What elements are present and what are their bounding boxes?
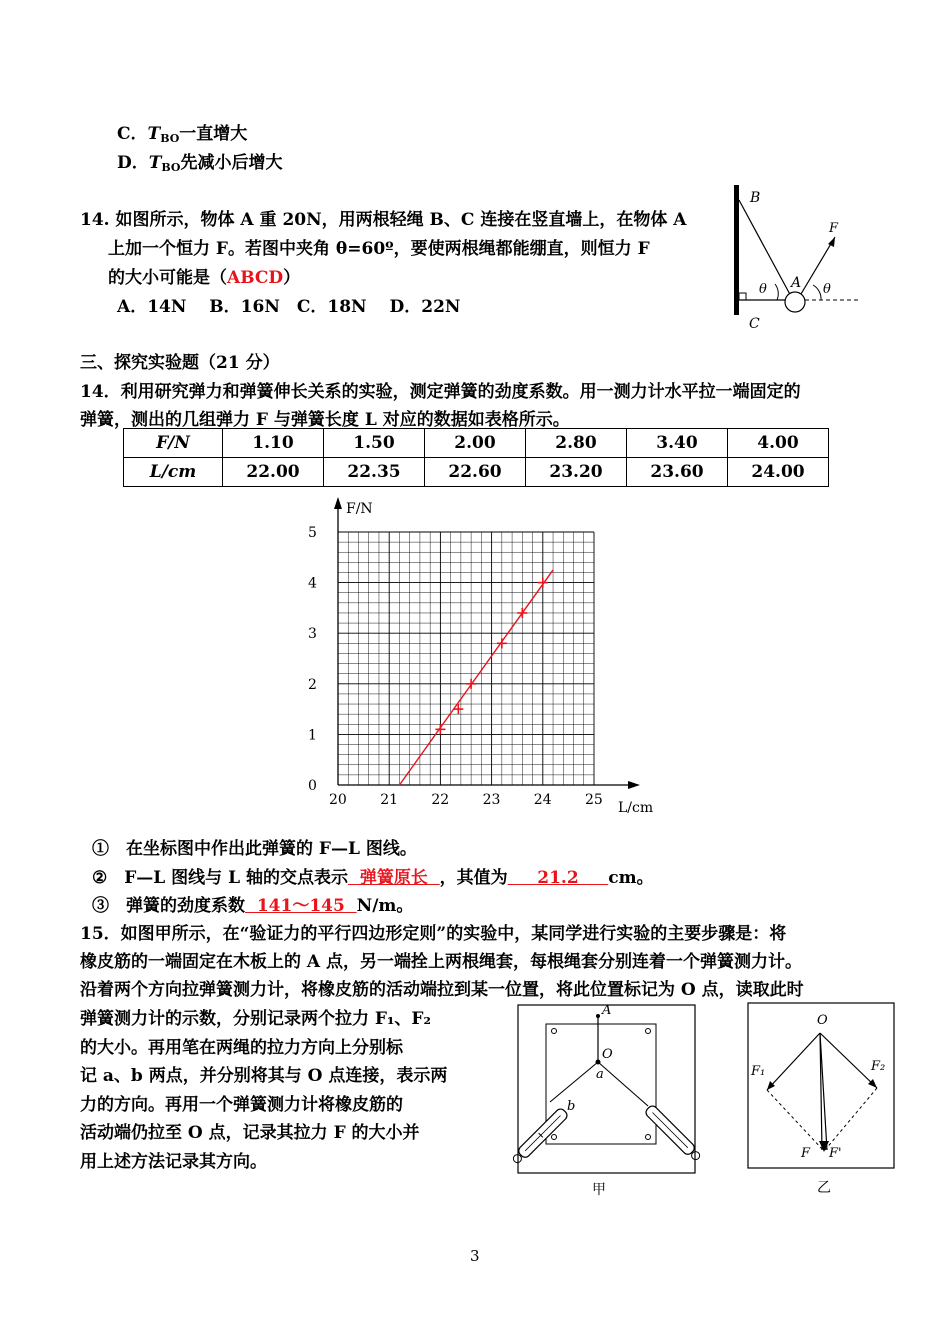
y-tick-label: 4 bbox=[308, 575, 317, 592]
chart-fit-line bbox=[399, 570, 553, 785]
yi-label-f: F bbox=[801, 1146, 811, 1161]
table-cell: 22.35 bbox=[324, 458, 425, 487]
x-tick-label: 25 bbox=[585, 792, 603, 808]
x-tick-label: 20 bbox=[329, 792, 347, 808]
q14b-sub3: ③ 弹簧的劲度系数 141～145 N/m。 bbox=[92, 896, 414, 916]
q14a-answer: ABCD bbox=[227, 268, 284, 288]
x-tick-label: 23 bbox=[482, 792, 501, 808]
chart-grid bbox=[338, 532, 594, 785]
section3-heading: 三、探究实验题（21 分） bbox=[80, 353, 280, 373]
spring-balance-left bbox=[510, 1107, 569, 1166]
data-table bbox=[123, 428, 829, 487]
vector-f2 bbox=[820, 1033, 877, 1088]
wall-force-diagram bbox=[725, 180, 865, 335]
q14b-line1: 14．利用研究弹力和弹簧伸长关系的实验，测定弹簧的劲度系数。用一测力计水平拉一端固定的 bbox=[80, 382, 801, 402]
figure-yi bbox=[745, 1000, 897, 1200]
table-cell: 1.50 bbox=[324, 429, 425, 458]
label-a: A bbox=[791, 275, 802, 291]
x-axis-arrow-icon bbox=[628, 781, 640, 789]
y-tick-label: 1 bbox=[308, 727, 317, 744]
q14b-sub1: ① 在坐标图中作出此弹簧的 F—L 图线。 bbox=[92, 839, 417, 859]
vector-f1 bbox=[767, 1033, 820, 1090]
q15-line7: 力的方向。再用一个弹簧测力计将橡皮筋的 bbox=[80, 1095, 403, 1115]
board-outer bbox=[518, 1005, 695, 1173]
jia-label-a: a bbox=[596, 1067, 604, 1082]
yi-label-f2: F₂ bbox=[871, 1059, 886, 1074]
row-header-l: L/cm bbox=[124, 458, 223, 487]
spring-balance-right bbox=[644, 1104, 703, 1163]
y-tick-label: 5 bbox=[308, 525, 317, 541]
rope-left bbox=[550, 1062, 598, 1102]
table-cell: 2.80 bbox=[526, 429, 627, 458]
row-header-f: F/N bbox=[124, 429, 223, 458]
table-cell: 23.20 bbox=[526, 458, 627, 487]
y-tick-label: 0 bbox=[308, 778, 317, 794]
table-row-l bbox=[124, 458, 829, 487]
page-number: 3 bbox=[470, 1247, 480, 1265]
table-cell: 3.40 bbox=[627, 429, 728, 458]
fit-line bbox=[399, 570, 553, 785]
q15-line4: 弹簧测力计的示数，分别记录两个拉力 F₁、F₂ bbox=[80, 1009, 431, 1029]
right-angle-mark bbox=[739, 293, 746, 300]
q14a-line2: 上加一个恒力 F。若图中夹角 θ=60º，要使两根绳都能绷直，则恒力 F bbox=[108, 239, 650, 259]
label-c: C bbox=[749, 316, 760, 332]
q14a-options: A．14N B．16N C．18N D．22N bbox=[117, 297, 461, 317]
arrowhead-icon bbox=[819, 1141, 829, 1152]
table-cell: 2.00 bbox=[425, 429, 526, 458]
q14a-line3: 的大小可能是（ABCD） bbox=[108, 268, 301, 288]
yi-label-f1: F₁ bbox=[751, 1064, 766, 1079]
x-tick-label: 24 bbox=[533, 792, 552, 808]
jia-label-a-point: A bbox=[602, 1003, 612, 1018]
x-tick-label: 22 bbox=[431, 792, 450, 808]
x-axis-label: L/cm bbox=[618, 800, 654, 816]
table-cell: 1.10 bbox=[223, 429, 324, 458]
fl-chart bbox=[290, 495, 670, 820]
q15-line6: 记 a、b 两点，并分别将其与 O 点连接，表示两 bbox=[80, 1066, 448, 1086]
q15-line9: 用上述方法记录其方向。 bbox=[80, 1152, 267, 1172]
rope-right bbox=[598, 1062, 648, 1106]
q15-line8: 活动端仍拉至 O 点，记录其拉力 F 的大小并 bbox=[80, 1123, 420, 1143]
q13-option-d: D．$T_{BO}$先减小后增大 bbox=[117, 153, 283, 174]
table-row-f bbox=[124, 429, 829, 458]
q13-option-c: C．$T_{BO}$一直增大 bbox=[117, 124, 248, 145]
answer-original-length: 弹簧原长 bbox=[347, 868, 440, 888]
y-axis-arrow-icon bbox=[334, 497, 342, 509]
jia-caption: 甲 bbox=[592, 1182, 606, 1198]
table-cell: 24.00 bbox=[728, 458, 829, 487]
answer-value: 21.2 bbox=[507, 868, 609, 888]
jia-label-o: O bbox=[602, 1047, 613, 1062]
q14b-line2: 弹簧，测出的几组弹力 F 与弹簧长度 L 对应的数据如表格所示。 bbox=[80, 410, 570, 430]
table-cell: 22.00 bbox=[223, 458, 324, 487]
object-a bbox=[785, 292, 805, 312]
q14b-sub2: ② F—L 图线与 L 轴的交点表示 弹簧原长 ，其值为 21.2 cm。 bbox=[92, 868, 654, 888]
table-cell: 22.60 bbox=[425, 458, 526, 487]
data-point bbox=[517, 608, 527, 618]
q15-line5: 的大小。再用笔在两绳的拉力方向上分别标 bbox=[80, 1038, 403, 1058]
table-cell: 23.60 bbox=[627, 458, 728, 487]
y-tick-label: 3 bbox=[308, 626, 317, 643]
x-tick-label: 21 bbox=[380, 792, 399, 808]
yi-label-o: O bbox=[817, 1013, 828, 1028]
q15-line1: 15．如图甲所示，在“验证力的平行四边形定则”的实验中，某同学进行实验的主要步骤是：将 bbox=[80, 924, 787, 944]
table-cell: 4.00 bbox=[728, 429, 829, 458]
figure-jia bbox=[490, 1000, 720, 1205]
y-axis-label: F/N bbox=[346, 501, 373, 517]
label-b: B bbox=[750, 190, 761, 206]
answer-spring-constant: 141～145 bbox=[245, 896, 357, 916]
q15-line3: 沿着两个方向拉弹簧测力计，将橡皮筋的活动端拉到某一位置，将此位置标记为 O 点，读取此时 bbox=[80, 980, 804, 1000]
q15-line2: 橡皮筋的一端固定在木板上的 A 点，另一端拴上两根绳套，每根绳套分别连着一个弹簧测力计。 bbox=[80, 952, 803, 972]
chart-ticks bbox=[308, 525, 603, 808]
label-theta1: θ bbox=[759, 282, 767, 297]
q14a-line1: 14. 如图所示，物体 A 重 20N，用两根轻绳 B、C 连接在竖直墙上，在物体 A bbox=[80, 210, 687, 230]
paper-sheet bbox=[546, 1024, 656, 1144]
arrowhead-icon bbox=[828, 237, 835, 247]
y-tick-label: 2 bbox=[308, 676, 317, 693]
data-point bbox=[453, 704, 463, 714]
yi-label-fp: F' bbox=[829, 1146, 842, 1161]
label-f: F bbox=[829, 221, 839, 236]
label-theta2: θ bbox=[823, 282, 831, 297]
jia-label-b: b bbox=[567, 1099, 576, 1114]
yi-caption: 乙 bbox=[817, 1180, 831, 1196]
wall bbox=[734, 185, 739, 315]
